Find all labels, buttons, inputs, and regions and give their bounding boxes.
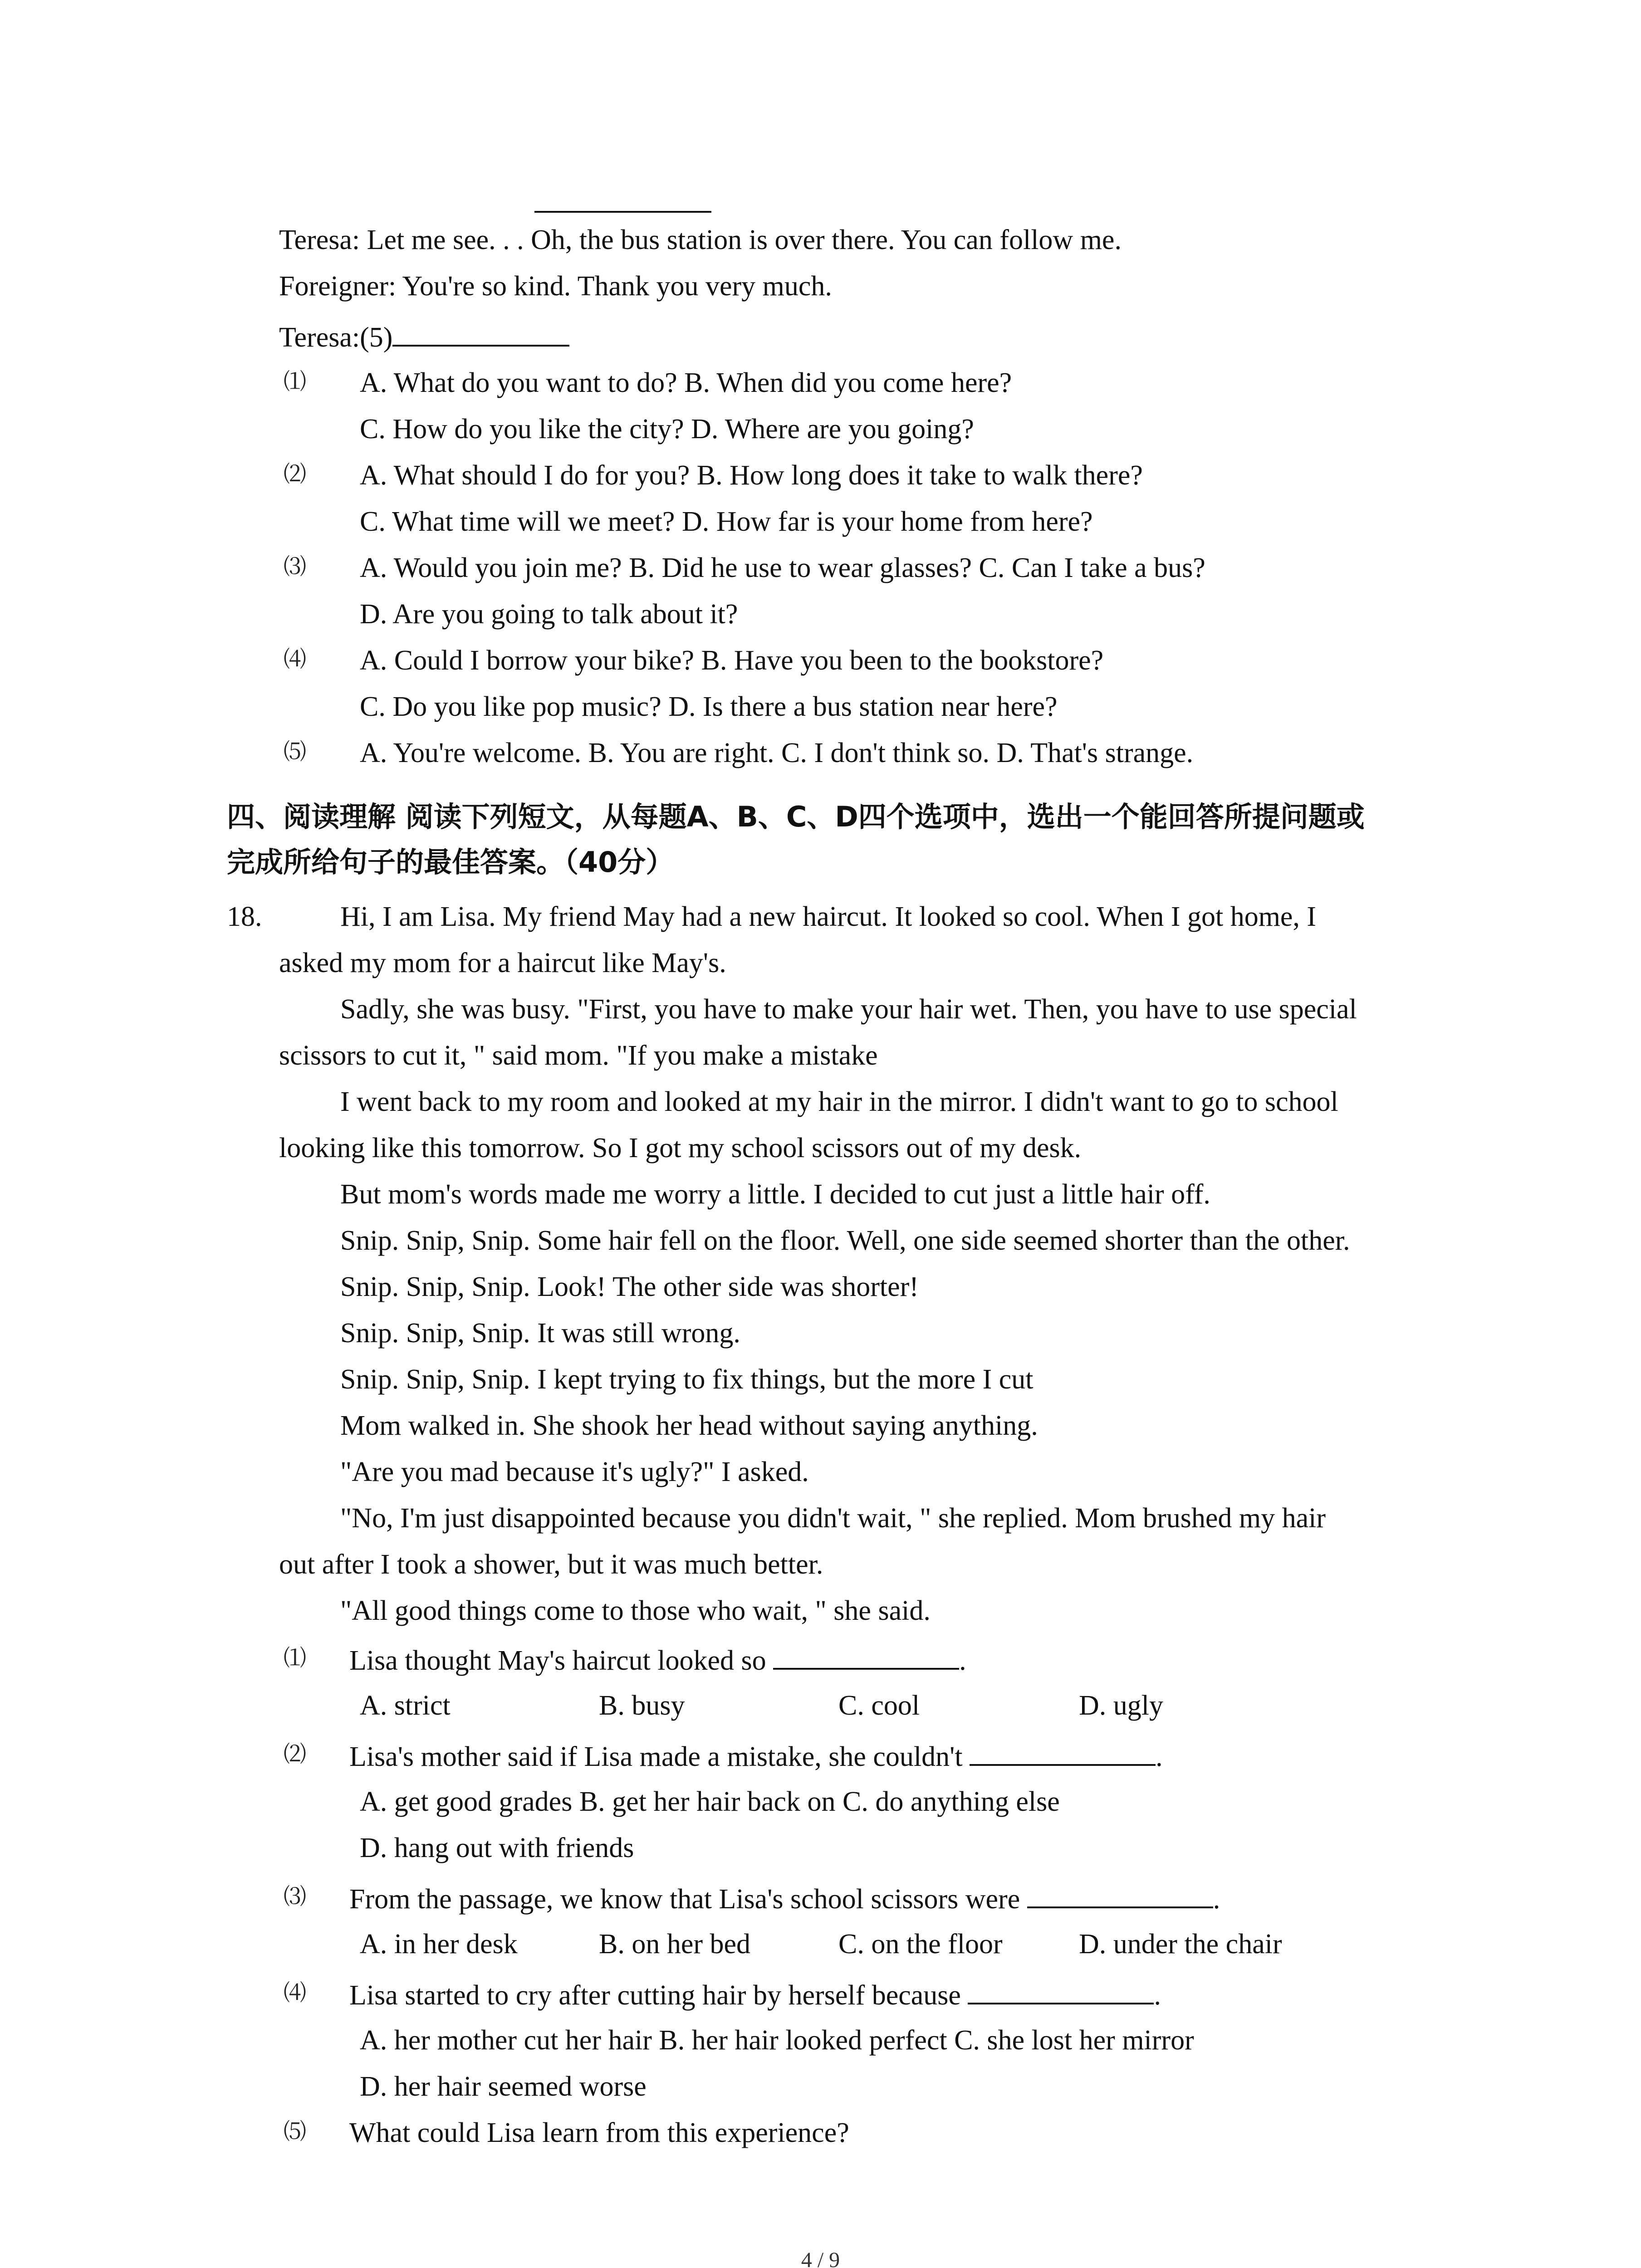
answer-blank-line	[534, 211, 711, 213]
dialog-line-teresa-5: Teresa:(5)	[279, 322, 569, 352]
q18-3-number: ⑶	[284, 1883, 306, 1910]
question-number-18: 18.	[227, 901, 262, 932]
passage-line: "Are you mad because it's ugly?" I asked.	[340, 1457, 809, 1487]
passage-line: Snip. Snip, Snip. Look! The other side was shorter!	[340, 1271, 919, 1302]
q18-3-option-a: A. in her desk	[360, 1929, 518, 1960]
answer-blank[interactable]	[970, 1741, 1156, 1766]
q18-3-stem: From the passage, we know that Lisa's school scissors were .	[349, 1884, 1220, 1915]
q18-5-stem: What could Lisa learn from this experience?	[349, 2117, 849, 2148]
page-number: 4 / 9	[801, 2248, 840, 2268]
q18-1-option-b: B. busy	[599, 1690, 685, 1721]
q17-4-number: ⑷	[284, 646, 306, 672]
passage-line: Snip. Snip, Snip. I kept trying to fix things, but the more I cut	[340, 1364, 1034, 1395]
q17-1-number: ⑴	[284, 368, 306, 395]
q18-2-options-line1: A. get good grades B. get her hair back on C. do anything else	[360, 1786, 1060, 1817]
answer-blank[interactable]	[1027, 1884, 1213, 1908]
q17-2-options-line1: A. What should I do for you? B. How long does it take to walk there?	[360, 460, 1143, 491]
q17-5-number: ⑸	[284, 738, 306, 765]
q18-4-options-line2: D. her hair seemed worse	[360, 2071, 647, 2102]
passage-line: I went back to my room and looked at my hair in the mirror. I didn't want to go to school	[340, 1086, 1338, 1117]
q17-3-options-line1: A. Would you join me? B. Did he use to wear glasses? C. Can I take a bus?	[360, 552, 1205, 583]
q17-3-options-line2: D. Are you going to talk about it?	[360, 599, 738, 630]
passage-line: Mom walked in. She shook her head without saying anything.	[340, 1410, 1038, 1441]
q18-5-number: ⑸	[284, 2118, 306, 2145]
q17-5-options-line1: A. You're welcome. B. You are right. C. I don't think so. D. That's strange.	[360, 738, 1194, 768]
q18-2-number: ⑵	[284, 1741, 306, 1767]
passage-line: Snip. Snip, Snip. Some hair fell on the floor. Well, one side seemed shorter than the other.	[340, 1225, 1350, 1256]
q17-1-options-line2: C. How do you like the city? D. Where are you going?	[360, 414, 974, 445]
q17-2-options-line2: C. What time will we meet? D. How far is your home from here?	[360, 506, 1093, 537]
passage-line: Snip. Snip, Snip. It was still wrong.	[340, 1318, 740, 1349]
q18-4-stem: Lisa started to cry after cutting hair by herself because .	[349, 1980, 1161, 2011]
passage-line: asked my mom for a haircut like May's.	[279, 948, 726, 978]
answer-blank[interactable]	[773, 1645, 959, 1670]
passage-line: But mom's words made me worry a little. I decided to cut just a little hair off.	[340, 1179, 1210, 1210]
passage-line: looking like this tomorrow. So I got my school scissors out of my desk.	[279, 1133, 1082, 1163]
passage-line: "All good things come to those who wait, " she said.	[340, 1595, 931, 1626]
q18-2-stem: Lisa's mother said if Lisa made a mistake, she couldn't .	[349, 1741, 1163, 1772]
q17-1-options-line1: A. What do you want to do? B. When did you come here?	[360, 367, 1012, 398]
passage-line: Hi, I am Lisa. My friend May had a new haircut. It looked so cool. When I got home, I	[340, 901, 1317, 932]
q18-1-option-a: A. strict	[360, 1690, 451, 1721]
answer-blank[interactable]	[392, 322, 569, 347]
dialog-line-foreigner: Foreigner: You're so kind. Thank you very much.	[279, 271, 832, 302]
passage-line: out after I took a shower, but it was much better.	[279, 1549, 823, 1580]
q18-2-options-line2: D. hang out with friends	[360, 1833, 634, 1863]
q17-4-options-line1: A. Could I borrow your bike? B. Have you been to the bookstore?	[360, 645, 1104, 676]
q17-4-options-line2: C. Do you like pop music? D. Is there a bus station near here?	[360, 691, 1058, 722]
passage-line: Sadly, she was busy. "First, you have to make your hair wet. Then, you have to use special	[340, 994, 1357, 1025]
q17-3-number: ⑶	[284, 553, 306, 580]
passage-line: "No, I'm just disappointed because you didn't wait, " she replied. Mom brushed my hair	[340, 1503, 1326, 1534]
passage-line: scissors to cut it, " said mom. "If you make a mistake	[279, 1040, 878, 1071]
q18-3-option-d: D. under the chair	[1079, 1929, 1282, 1960]
q18-1-stem: Lisa thought May's haircut looked so .	[349, 1645, 966, 1676]
q18-1-option-d: D. ugly	[1079, 1690, 1163, 1721]
answer-blank[interactable]	[968, 1980, 1154, 2004]
q18-1-number: ⑴	[284, 1645, 306, 1671]
q18-4-number: ⑷	[284, 1980, 306, 2006]
section-heading-line1: 四、阅读理解 阅读下列短文，从每题A、B、C、D四个选项中，选出一个能回答所提问题或	[227, 800, 1365, 833]
section-heading-line2: 完成所给句子的最佳答案。（40分）	[227, 846, 674, 879]
q18-3-option-c: C. on the floor	[838, 1929, 1003, 1960]
q18-4-options-line1: A. her mother cut her hair B. her hair looked perfect C. she lost her mirror	[360, 2025, 1194, 2056]
q18-3-option-b: B. on her bed	[599, 1929, 751, 1960]
q17-2-number: ⑵	[284, 461, 306, 487]
dialog-line-teresa: Teresa: Let me see. . . Oh, the bus station is over there. You can follow me.	[279, 225, 1122, 255]
q18-1-option-c: C. cool	[838, 1690, 920, 1721]
